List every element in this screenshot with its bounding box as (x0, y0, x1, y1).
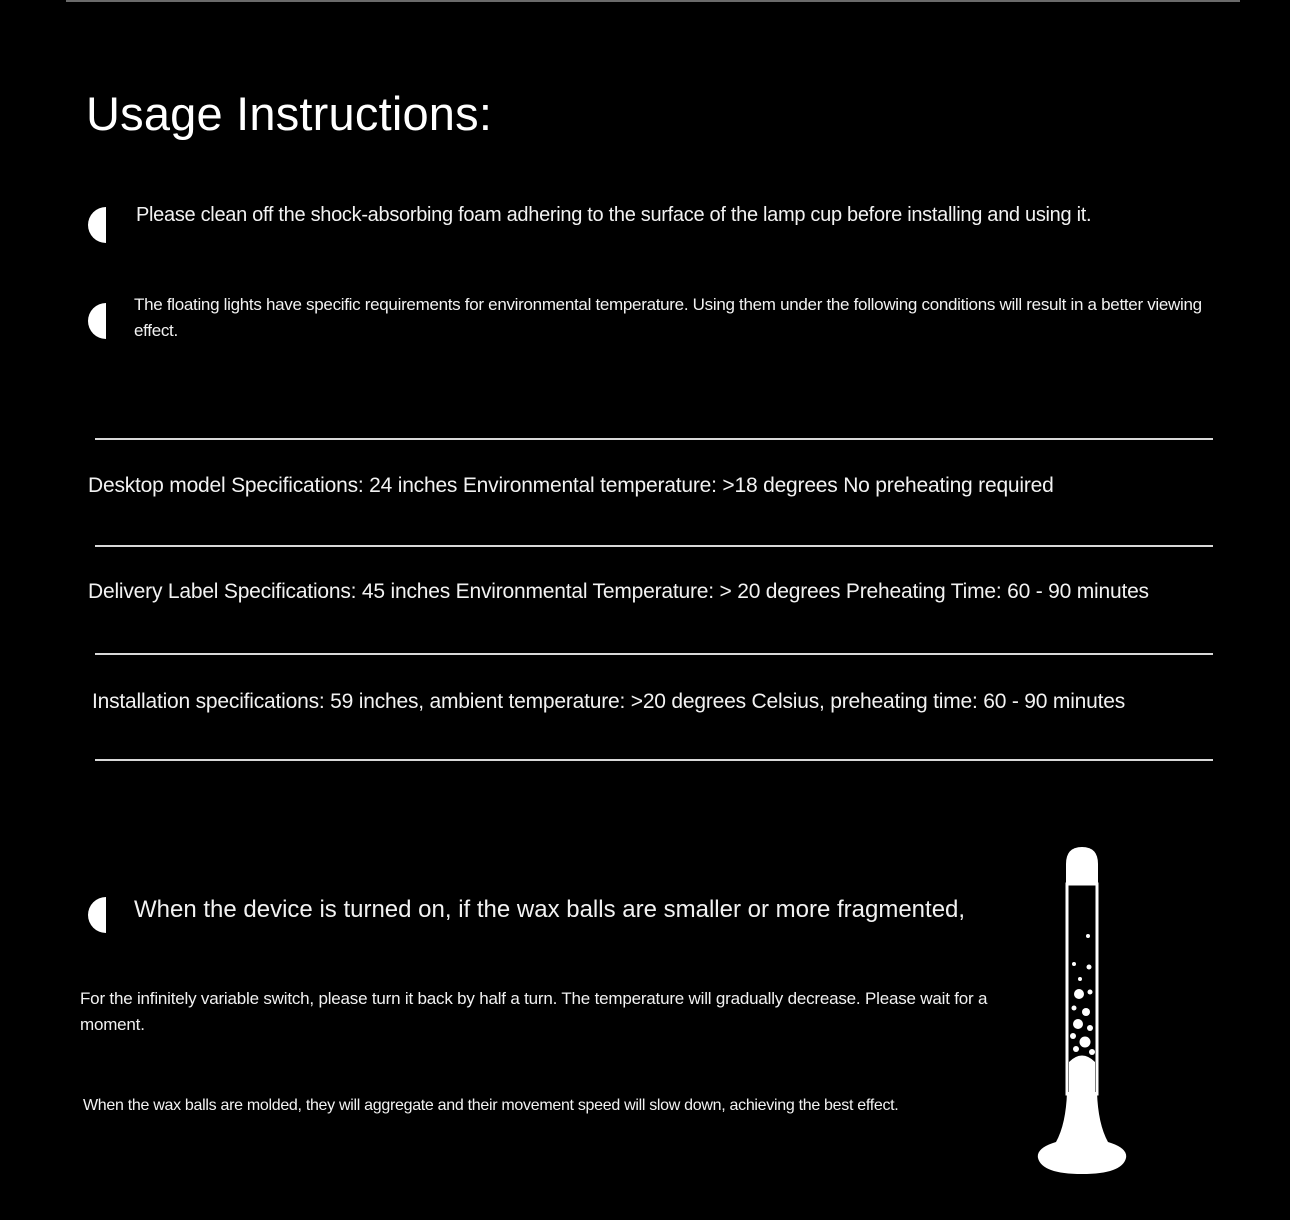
top-divider (66, 0, 1240, 2)
note-switch-tip: For the infinitely variable switch, please turn it back by half a turn. The temperature will gradually decrease. Please wait for a moment. (80, 989, 988, 1034)
spec-divider (95, 438, 1213, 440)
note-heading: When the device is turned on, if the wax balls are smaller or more fragmented, (134, 896, 966, 923)
note-result: When the wax balls are molded, they will aggregate and their movement speed will slow down, achieving the best effect. (83, 1097, 899, 1114)
half-moon-bullet-icon (84, 896, 110, 934)
half-moon-bullet-icon (84, 302, 110, 340)
instruction-foam: Please clean off the shock-absorbing foam adhering to the surface of the lamp cup before installing and using it. (136, 204, 1092, 226)
page-title: Usage Instructions: (86, 87, 493, 140)
spec-divider (95, 759, 1213, 761)
instruction-temperature: The floating lights have specific requirements for environmental temperature. Using them under the following conditions will result in a better viewing effect. (134, 295, 1202, 340)
half-moon-bullet-icon (84, 206, 110, 244)
spec-divider (95, 545, 1213, 547)
spec-desktop-model: Desktop model Specifications: 24 inches Environmental temperature: >18 degrees No preheating required (88, 474, 1054, 497)
spec-divider (95, 653, 1213, 655)
spec-installation: Installation specifications: 59 inches, ambient temperature: >20 degrees Celsius, preheating time: 60 - 90 minutes (92, 690, 1126, 713)
spec-delivery-label: Delivery Label Specifications: 45 inches Environmental Temperature: > 20 degrees Preheating Time: 60 - 90 minutes (88, 580, 1149, 603)
lava-lamp-icon (1036, 844, 1128, 1178)
